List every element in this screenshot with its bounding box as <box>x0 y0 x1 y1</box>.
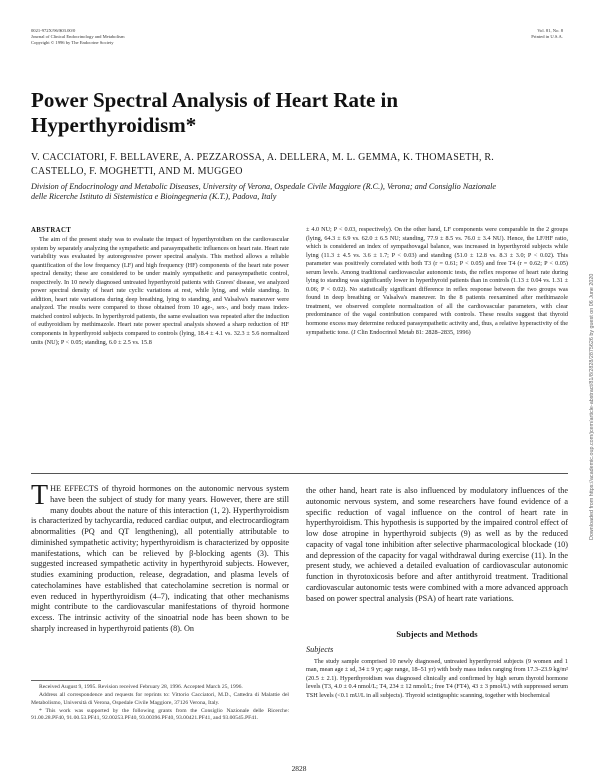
body-left-text: HE EFFECTS of thyroid hormones on the autonomic nervous system have been the subject of study for many years. However, there are still many doubts about the nature of this interaction (1, 2). Hyperthyroidism is characterized by tachycardia, reduced cardiac output, and electrocardiogram abnormalities (PQ and QT lengthening), all potentially attributable to diminished sympathetic activity; hyperthyroidism is characterized by opposite manifestations, which can be relieved by β-blocking agents (3). This suggested increased sympathetic activity in hyperthyroid subjects. However, studies examining production, release, degradation, and plasma levels of catecholamines have established that catecholamine secretion is normal or even reduced in hyperthyroidism (4–7), indicating that other mechanisms might contribute to the cardiovascular manifestations of thyroid hormone excess. The intrinsic activity of the sinoatrial node has been shown to be sharply increased in hyperthyroid patients (8). On <box>31 484 289 633</box>
journal-copyright: Copyright © 1996 by The Endocrine Society <box>31 40 114 45</box>
download-watermark-text: Downloaded from https://academic.oup.com/jcem/article-abstract/81/8/2828/2875626 by guest on 06 June 2020 <box>589 273 595 540</box>
section-heading: Subjects and Methods <box>396 629 478 639</box>
drop-cap: T <box>31 480 49 511</box>
subsection-heading: Subjects <box>306 645 334 654</box>
journal-name: Journal of Clinical Endocrinology and Metabolism <box>31 34 125 39</box>
journal-printed: Printed in U.S.A. <box>531 34 563 39</box>
footnote-received: Received August 9, 1995. Revision received February 28, 1996. Accepted March 25, 1996. <box>39 684 243 690</box>
journal-code: 0021-972X/96/$03.00/0 <box>31 28 76 33</box>
body-left-column <box>31 480 289 635</box>
footnote-address: Address all correspondence and requests for reprints to: Vittorio Cacciatori, M.D., Cattedra di Malattie del Metabolismo, Università di Verona, Ospedale Civile Maggiore, 37126 Verona, Italy. <box>31 692 289 706</box>
abstract-heading: ABSTRACT <box>31 227 72 234</box>
footnote-funding: * This work was supported by the following grants from the Consiglio Nazionale delle Ricerche: 91.00.28.PF40, 91.00.53.PF41, 92.00253.PF40, 93.00396.PF40, 93.00421.PF41, and 93.00545.PF41. <box>31 707 289 722</box>
article-title: Power Spectral Analysis of Heart Rate in Hyperthyroidism* <box>31 88 399 137</box>
footnotes <box>31 684 289 723</box>
methods-text: The study sample comprised 10 newly diagnosed, untreated hyperthyroid subjects (9 women and 1 man, mean age ± sd, 34 ± 9 yr; age range, 18–51 yr) with body mass index ranging from 17.3–23.9 kg/m² (20.5 ± 2.1). Hyperthyroidism was diagnosed clinically and confirmed by high serum thyroid hormone levels (T3, 4.0 ± 0.4 nmol/L; T4, 234 ± 12 nmol/L; free T4 (FT4), 43 ± 3 pmol/L) with suppressed serum TSH levels (<0.1 mU/L in all subjects). Thyroid scintigraphic scanning, together with biochemical <box>306 658 568 699</box>
author-list: V. CACCIATORI, F. BELLAVERE, A. PEZZAROSSA, A. DELLERA, M. L. GEMMA, K. THOMASETH, R. CASTELLO, F. MOGHETTI, AND M. MUGGEO <box>31 152 494 177</box>
footnote-divider <box>31 680 101 681</box>
page-number: 2828 <box>291 764 307 773</box>
journal-volume: Vol. 81, No. 8 <box>537 28 563 33</box>
body-right-column: the other hand, heart rate is also influenced by modulatory influences of the autonomic nervous system, and some researchers have found evidence of a specific reduction of vagal influence on the control of heart rate in hyperthyroidism. This hypothesis is supported by the impaired control effect of low dose atropine in hyperthyroid subjects (9) as well as by the reduced capacity of vagal tone inhibition after selective pharmacological blockade (10) and depression of the capacity for vagal withdrawal during exercise (11). In the present study, we achieved a detailed evaluation of cardiovascular autonomic function in thyrotoxicosis before and after antithyroid treatment. Traditional cardiovascular autonomic tests were combined with a more advanced approach based on power spectral analysis (PSA) of heart rate variations. <box>306 486 568 603</box>
abstract-divider <box>31 473 568 474</box>
abstract-left-column: The aim of the present study was to evaluate the impact of hyperthyroidism on the cardiovascular system by separately analyzing the sympathetic and parasympathetic influences on heart rate. Heart rate variability was evaluated by autoregressive power spectral analysis. This method allows a reliable quantification of the low frequency (LF) and high frequency (HF) components of the heart rate power spectral density; these are considered to be under mainly sympathetic and parasympathetic control, respectively. In 10 newly diagnosed untreated hyperthyroid patients with Graves' disease, we analyzed power spectral density of heart rate cyclic variations at rest, while lying, and while standing. In addition, heart rate variations during deep breathing, lying to standing, and Valsalva's maneuver were analyzed. The results were compared to those obtained from 10 age-, sex-, and body mass index-matched control subjects. In hyperthyroid patients, the same evaluation was repeated after the induction of euthyroidism by methimazole. Heart rate power spectral analysis showed a sharp reduction of HF components in hyperthyroid subjects compared to controls (lying, 18.4 ± 4.1 vs. 32.3 ± 5.6 normalized units (NU); P < 0.05; standing, 6.0 ± 2.5 vs. 15.8 <box>31 236 289 346</box>
journal-header-right <box>531 28 563 40</box>
download-watermark <box>580 180 595 580</box>
affiliation: Division of Endocrinology and Metabolic Diseases, University of Verona, Ospedale Civile Maggiore (R.C.), Verona; and Consiglio Nazionale delle Ricerche Istituto di Sistemistica e Bioingegneria (K.T.), Padova, Italy <box>31 182 497 202</box>
abstract-right-column: ± 4.0 NU; P < 0.03, respectively). On the other hand, LF components were comparable in the 2 groups (lying, 64.3 ± 6.9 vs. 62.0 ± 6.5 NU; standing, 77.9 ± 8.5 vs. 76.0 ± 3.4 NU). Hence, the LF/HF ratio, which is considered an index of sympathovagal balance, was increased in hyperthyroid subjects while lying (11.3 ± 4.5 vs. 3.6 ± 1.7; P < 0.03) and standing (51.0 ± 12.8 vs. 8.3 ± 3.0; P < 0.02). This parameter was positively correlated with both T3 (r = 0.61; P < 0.05) and free T4 (r = 0.62; P < 0.05) serum levels. Among traditional cardiovascular autonomic tests, the reflex response of heart rate during lying to standing was significantly lower in hyperthyroid patients than in controls (1.13 ± 0.04 vs. 1.31 ± 0.06; P < 0.02). No statistically significant difference in reflex response between the two groups was found in deep breathing or Valsalva's maneuver. In the 8 patients reexamined after methimazole treatment, we observed complete normalization of all the cardiovascular parameters, with clear predominance of the vagal contribution compared with controls. These results suggest that thyroid hormone excess may determine reduced parasympathetic activity and, thus, a relative hyperactivity of the sympathetic tone. (J Clin Endocrinol Metab 81: 2828–2835, 1996) <box>306 226 568 336</box>
journal-header-left <box>31 28 125 46</box>
